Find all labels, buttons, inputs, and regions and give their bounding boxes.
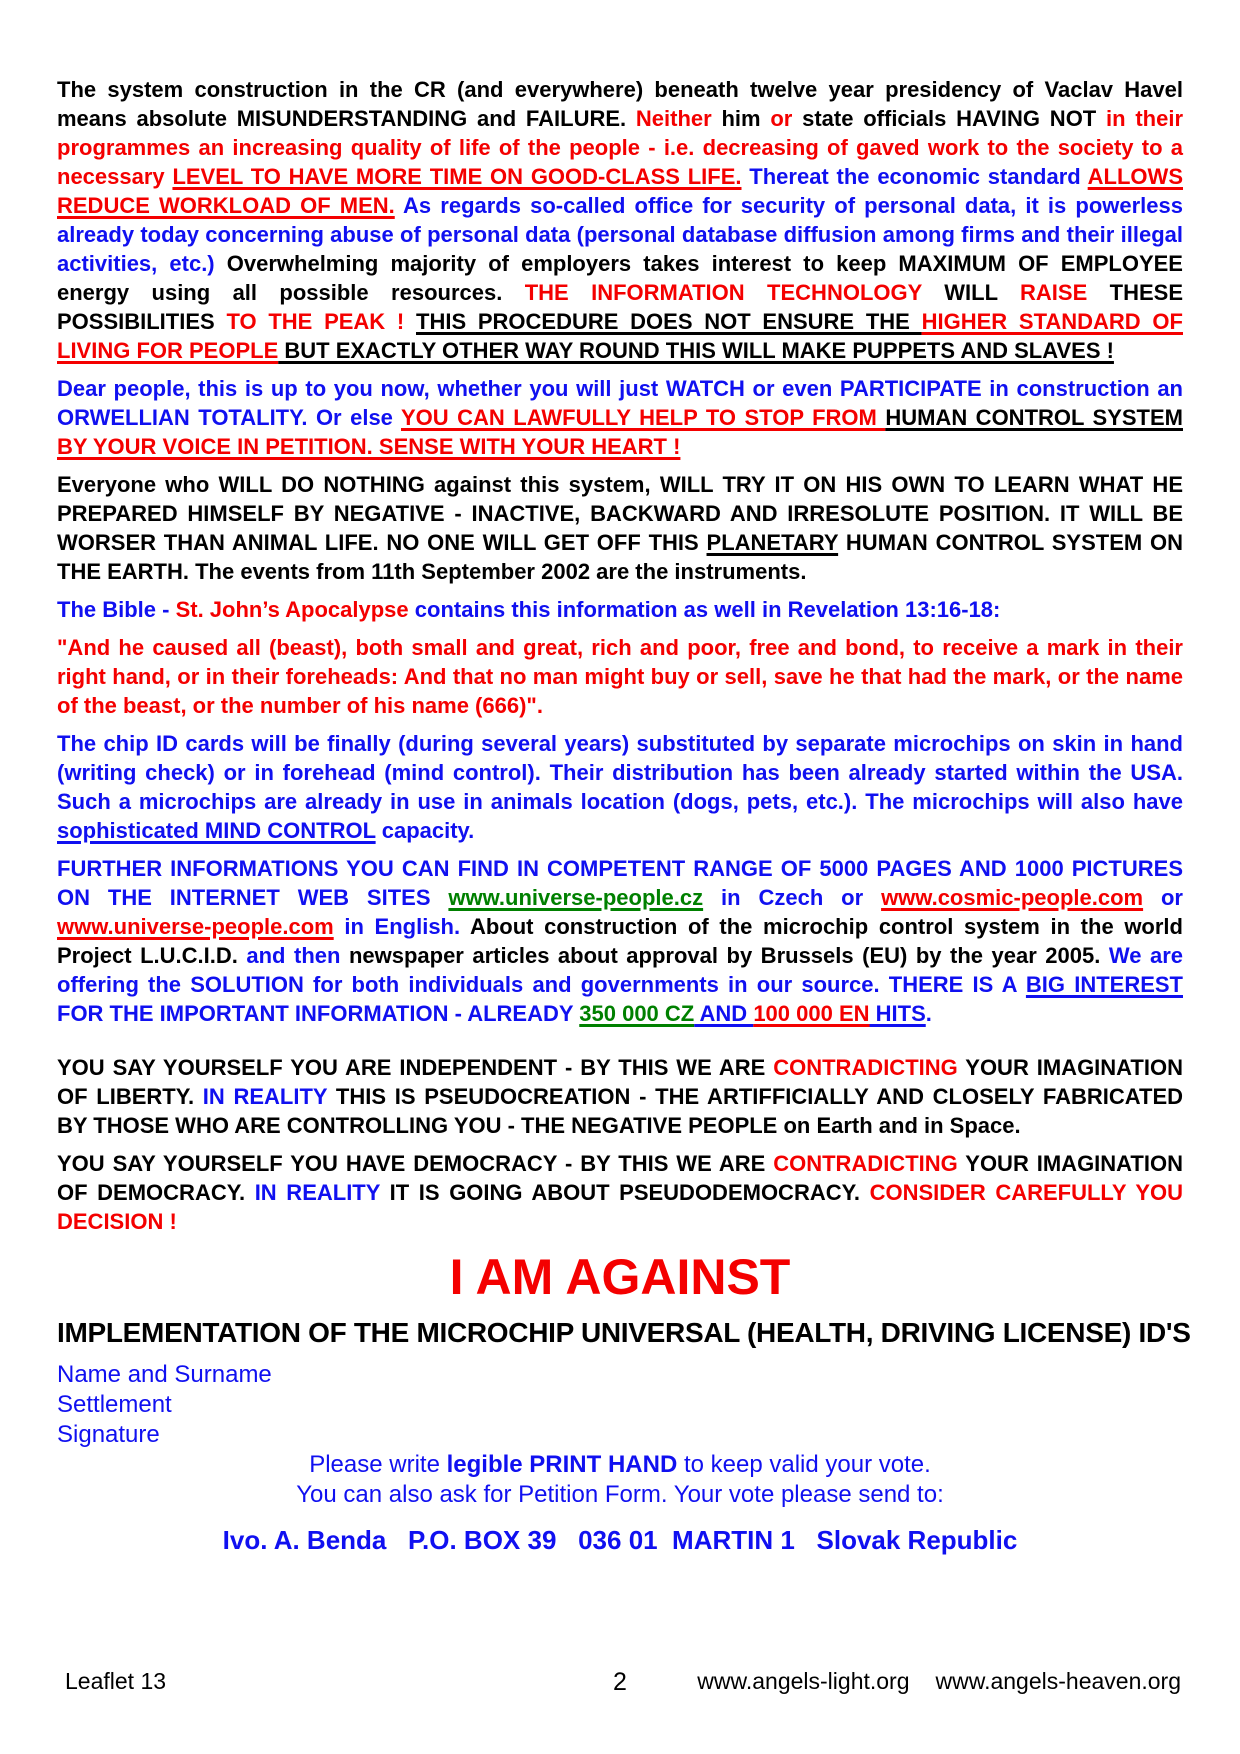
text-segment: YOU SAY YOURSELF YOU ARE INDEPENDENT - BY THIS WE ARE: [57, 1055, 774, 1080]
text-segment: .: [925, 1001, 932, 1026]
text-segment: CONSIDER CAREFULLY YOU DECISION !: [57, 1180, 1183, 1234]
text-segment: St. John’s Apocalypse: [175, 597, 409, 622]
text-segment: IN REALITY: [254, 1180, 381, 1205]
paragraph-everyone-who: [57, 470, 1183, 586]
text-segment: in English.: [333, 914, 470, 939]
text-segment: YOUR IMAGINATION OF DEMOCRACY.: [57, 1151, 1183, 1205]
text-segment: CONTRADICTING: [773, 1055, 958, 1080]
text-segment: 100 000 EN: [753, 1001, 870, 1026]
text-segment: YOU SAY YOURSELF YOU HAVE DEMOCRACY - BY THIS WE ARE: [57, 1151, 774, 1176]
text-segment: HUMAN CONTROL SYSTEM ON THE EARTH. The events from 11th September 2002 are the instruments.: [57, 530, 1184, 584]
text-segment: "And he caused all (beast), both small and great, rich and poor, free and bond, to receive a mark in their right hand, or in their foreheads: And that no man might buy or sell, save he that had the mark, or the name of the beast, or the number of his name (666)".: [57, 635, 1183, 718]
text-segment: THIS IS PSEUDOCREATION - THE ARTIFFICIALLY AND CLOSELY FABRICATED BY THOSE WHO ARE CONTROLLING YOU - THE NEGATIVE PEOPLE on Earth and in Space.: [57, 1084, 1184, 1138]
text-segment: and then: [246, 943, 341, 968]
text-segment: state officials HAVING NOT: [792, 106, 1107, 131]
url-link[interactable]: www.cosmic-people.com: [881, 885, 1144, 910]
text-segment: to keep valid your vote.: [677, 1451, 931, 1478]
paragraph-revelation-quote: [57, 633, 1183, 720]
text-segment: BUT EXACTLY OTHER WAY ROUND THIS WILL MAKE PUPPETS AND SLAVES !: [278, 338, 1114, 363]
text-segment: The system construction in the CR (and everywhere) beneath twelve year presidency of Vaclav Havel means absolute MISUNDERSTANDING and FAILURE.: [57, 77, 1183, 131]
text-segment: YOU CAN LAWFULLY HELP TO STOP FROM: [401, 405, 886, 430]
text-segment: CONTRADICTING: [773, 1151, 958, 1176]
text-segment: IN REALITY: [202, 1084, 328, 1109]
text-segment: TO THE PEAK !: [226, 309, 416, 334]
paragraph-bible-reference: [57, 595, 1183, 624]
footer-site-angels-light: www.angels-light.org: [697, 1668, 910, 1694]
text-segment: ALLOWS REDUCE WORKLOAD OF MEN.: [57, 164, 1183, 218]
text-segment: We are offering the SOLUTION for both individuals and governments in our source. THERE IS A: [57, 943, 1183, 997]
document-content: [57, 75, 1191, 1556]
url-link[interactable]: www.universe-people.cz: [448, 885, 704, 910]
text-segment: BIG INTEREST: [1025, 972, 1183, 997]
text-segment: RAISE: [1020, 280, 1088, 305]
text-segment: Dear people, this is up to you now, whether you will just WATCH or even PARTICIPATE in construction an ORWELLIAN TOTALITY. Or else: [57, 376, 1183, 430]
text-segment: Everyone who WILL DO NOTHING against this system, WILL TRY IT ON HIS OWN TO LEARN WHAT HE PREPARED HIMSELF BY NEGATIVE - INACTIVE, BACKWARD AND IRRESOLUTE POSITION. IT WILL BE WORSER THAN ANIMAL LIFE. NO ONE WILL GET OFF THIS: [57, 472, 1183, 555]
text-segment: FURTHER INFORMATIONS YOU CAN FIND IN COMPETENT RANGE OF 5000 PAGES AND 1000 PICTURES ON THE INTERNET WEB SITES: [57, 856, 1183, 910]
text-segment: newspaper articles about approval by Brussels (EU) by the year 2005.: [340, 943, 1109, 968]
text-segment: FOR THE IMPORTANT INFORMATION - ALREADY: [57, 1001, 580, 1026]
footer-page-number: 2: [613, 1668, 627, 1696]
text-segment: YOUR IMAGINATION OF LIBERTY.: [57, 1055, 1183, 1109]
text-segment: legible PRINT HAND: [446, 1451, 678, 1478]
text-segment: PLANETARY: [706, 530, 839, 555]
text-segment: THE INFORMATION TECHNOLOGY: [524, 280, 922, 305]
text-segment: or: [1143, 885, 1183, 910]
text-segment: The Bible -: [57, 597, 176, 622]
text-segment: capacity.: [375, 818, 475, 843]
paragraph-system-construction: [57, 75, 1183, 365]
text-segment: HUMAN CONTROL SYSTEM: [885, 405, 1183, 430]
heading-implementation: IMPLEMENTATION OF THE MICROCHIP UNIVERSAL (HEALTH, DRIVING LICENSE) ID'S: [57, 1317, 1191, 1348]
note-petition-form: You can also ask for Petition Form. Your vote please send to:: [296, 1481, 944, 1508]
paragraph-independent: [57, 1053, 1183, 1140]
text-segment: IT IS GOING ABOUT PSEUDODEMOCRACY.: [380, 1180, 870, 1205]
heading-i-am-against: I AM AGAINST: [449, 1249, 791, 1305]
text-segment: in their programmes an increasing quality of life of the people - i.e. decreasing of gaved work to the society to a necessary: [57, 106, 1184, 189]
text-segment: Neither: [635, 106, 712, 131]
text-segment: him: [711, 106, 771, 131]
text-segment: Overwhelming majority of employers takes interest to keep MAXIMUM OF EMPLOYEE energy using all possible resources.: [57, 251, 1183, 305]
text-segment: THESE POSSIBILITIES: [57, 280, 1183, 334]
form-label-settlement: Settlement: [57, 1391, 172, 1418]
text-segment: LEVEL TO HAVE MORE TIME ON GOOD-CLASS LIFE.: [172, 164, 742, 189]
text-segment: HITS: [869, 1001, 926, 1026]
text-segment: About construction of the microchip control system in the world Project L.U.C.I.D.: [57, 914, 1183, 968]
form-label-signature: Signature: [57, 1421, 160, 1448]
form-label-name-and-surname: Name and Surname: [57, 1361, 272, 1388]
paragraph-democracy: [57, 1149, 1183, 1236]
url-link[interactable]: www.universe-people.com: [57, 914, 334, 939]
text-segment: BY YOUR VOICE IN PETITION. SENSE WITH YOUR HEART !: [57, 434, 681, 459]
paragraph-dear-people: [57, 374, 1183, 461]
text-segment: AND: [694, 1001, 754, 1026]
postal-address: Ivo. A. Benda P.O. BOX 39 036 01 MARTIN 1 Slovak Republic: [222, 1525, 1018, 1555]
text-segment: The chip ID cards will be finally (during several years) substituted by separate microchips on skin in hand (writing check) or in forehead (mind control). Their distribution has been already started within the USA. Such a microchips are already in use in animals location (dogs, pets, etc.). The microchips will also have: [57, 731, 1183, 814]
paragraph-chip-id-cards: [57, 729, 1183, 845]
text-segment: As regards so-called office for security of personal data, it is powerless already today concerning abuse of personal data (personal database diffusion among firms and their illegal activities, etc.): [57, 193, 1183, 276]
paragraph-further-informations: [57, 854, 1183, 1028]
text-segment: WILL: [921, 280, 1021, 305]
text-segment: in Czech or: [703, 885, 882, 910]
text-segment: Please write: [309, 1451, 447, 1478]
text-segment: or: [770, 106, 793, 131]
text-segment: sophisticated MIND CONTROL: [57, 818, 376, 843]
text-segment: 350 000 CZ: [579, 1001, 695, 1026]
text-segment: HIGHER STANDARD OF LIVING FOR PEOPLE: [57, 309, 1183, 363]
text-segment: contains this information as well in Revelation 13:16-18:: [408, 597, 1001, 622]
note-legible-print-hand: [57, 1450, 1183, 1480]
page-footer: [57, 1668, 1183, 1698]
footer-leaflet-label: Leaflet 13: [65, 1668, 167, 1694]
text-segment: Thereat the economic standard: [741, 164, 1088, 189]
footer-websites: [697, 1668, 1181, 1695]
text-segment: THIS PROCEDURE DOES NOT ENSURE THE: [416, 309, 922, 334]
footer-site-angels-heaven: www.angels-heaven.org: [935, 1668, 1181, 1694]
